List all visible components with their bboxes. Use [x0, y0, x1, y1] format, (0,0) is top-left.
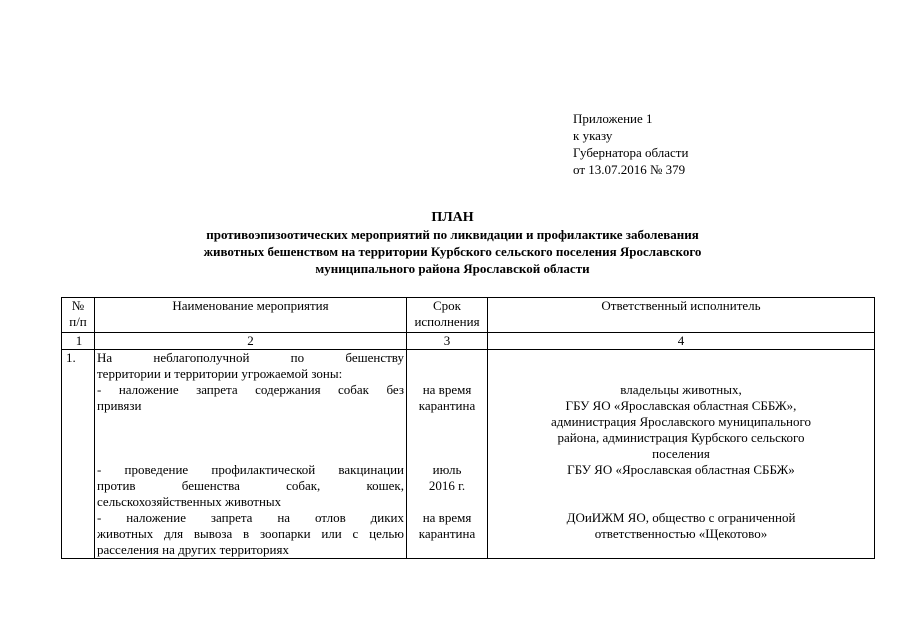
- column-number: 1: [62, 333, 95, 350]
- column-numbers-row: [62, 333, 875, 350]
- plan-subtitle-line: животных бешенством на территории Курбского сельского поселения Ярославского: [203, 244, 702, 259]
- appendix-line: к указу: [573, 128, 613, 143]
- column-number: 4: [488, 333, 875, 350]
- measure-line: расселения на других территориях: [97, 542, 289, 557]
- responsible-line: района, администрация Курбского сельского: [557, 430, 805, 445]
- measure-line: сельскохозяйственных животных: [97, 494, 282, 509]
- appendix-line: от 13.07.2016 № 379: [573, 162, 686, 177]
- term-line: карантина: [418, 398, 476, 413]
- table-header-row: [62, 298, 875, 333]
- measure-line: - наложение запрета на отлов диких: [97, 510, 404, 525]
- header-num: № п/п: [62, 298, 95, 333]
- responsible-line: поселения: [652, 446, 710, 461]
- responsible-line: ГБУ ЯО «Ярославская областная СББЖ»,: [565, 398, 797, 413]
- appendix-line: Губернатора области: [573, 145, 689, 160]
- term-line: 2016 г.: [428, 478, 466, 493]
- measure-line: против бешенства собак, кошек,: [97, 478, 404, 493]
- measure-cell: [95, 350, 407, 559]
- term-line: карантина: [418, 526, 476, 541]
- appendix-block: [573, 110, 688, 178]
- responsible-line: владельцы животных,: [620, 382, 742, 397]
- measure-line: - наложение запрета содержания собак без: [97, 382, 404, 397]
- plan-table: [61, 297, 875, 559]
- measure-line: привязи: [97, 398, 142, 413]
- table-row: [62, 350, 875, 559]
- plan-title: [120, 209, 785, 277]
- plan-subtitle-line: муниципального района Ярославской области: [315, 261, 590, 276]
- responsible-line: администрация Ярославского муниципального: [550, 414, 812, 429]
- measure-line: животных для вывоза в зоопарки или с целью: [97, 526, 404, 541]
- term-cell: [407, 350, 488, 559]
- header-name: Наименование мероприятия: [95, 298, 407, 333]
- plan-heading: ПЛАН: [431, 210, 474, 225]
- row-number: 1.: [62, 350, 95, 559]
- responsible-line: ДОиИЖМ ЯО, общество с ограниченной: [566, 510, 796, 525]
- responsible-line: ответственностью «Щекотово»: [594, 526, 768, 541]
- term-line: на время: [422, 510, 472, 525]
- measure-line: - проведение профилактической вакцинации: [97, 462, 404, 477]
- responsible-line: ГБУ ЯО «Ярославская областная СББЖ»: [567, 462, 795, 477]
- responsible-cell: [488, 350, 875, 559]
- term-line: на время: [422, 382, 472, 397]
- header-responsible: Ответственный исполнитель: [488, 298, 875, 333]
- plan-subtitle-line: противоэпизоотических мероприятий по ликвидации и профилактике заболевания: [206, 227, 699, 242]
- intro-line: На неблагополучной по бешенству: [97, 350, 404, 365]
- term-line: июль: [432, 462, 462, 477]
- column-number: 2: [95, 333, 407, 350]
- header-term: Срок исполнения: [407, 298, 488, 333]
- column-number: 3: [407, 333, 488, 350]
- intro-line: территории и территории угрожаемой зоны:: [97, 366, 343, 381]
- appendix-line: Приложение 1: [573, 111, 653, 126]
